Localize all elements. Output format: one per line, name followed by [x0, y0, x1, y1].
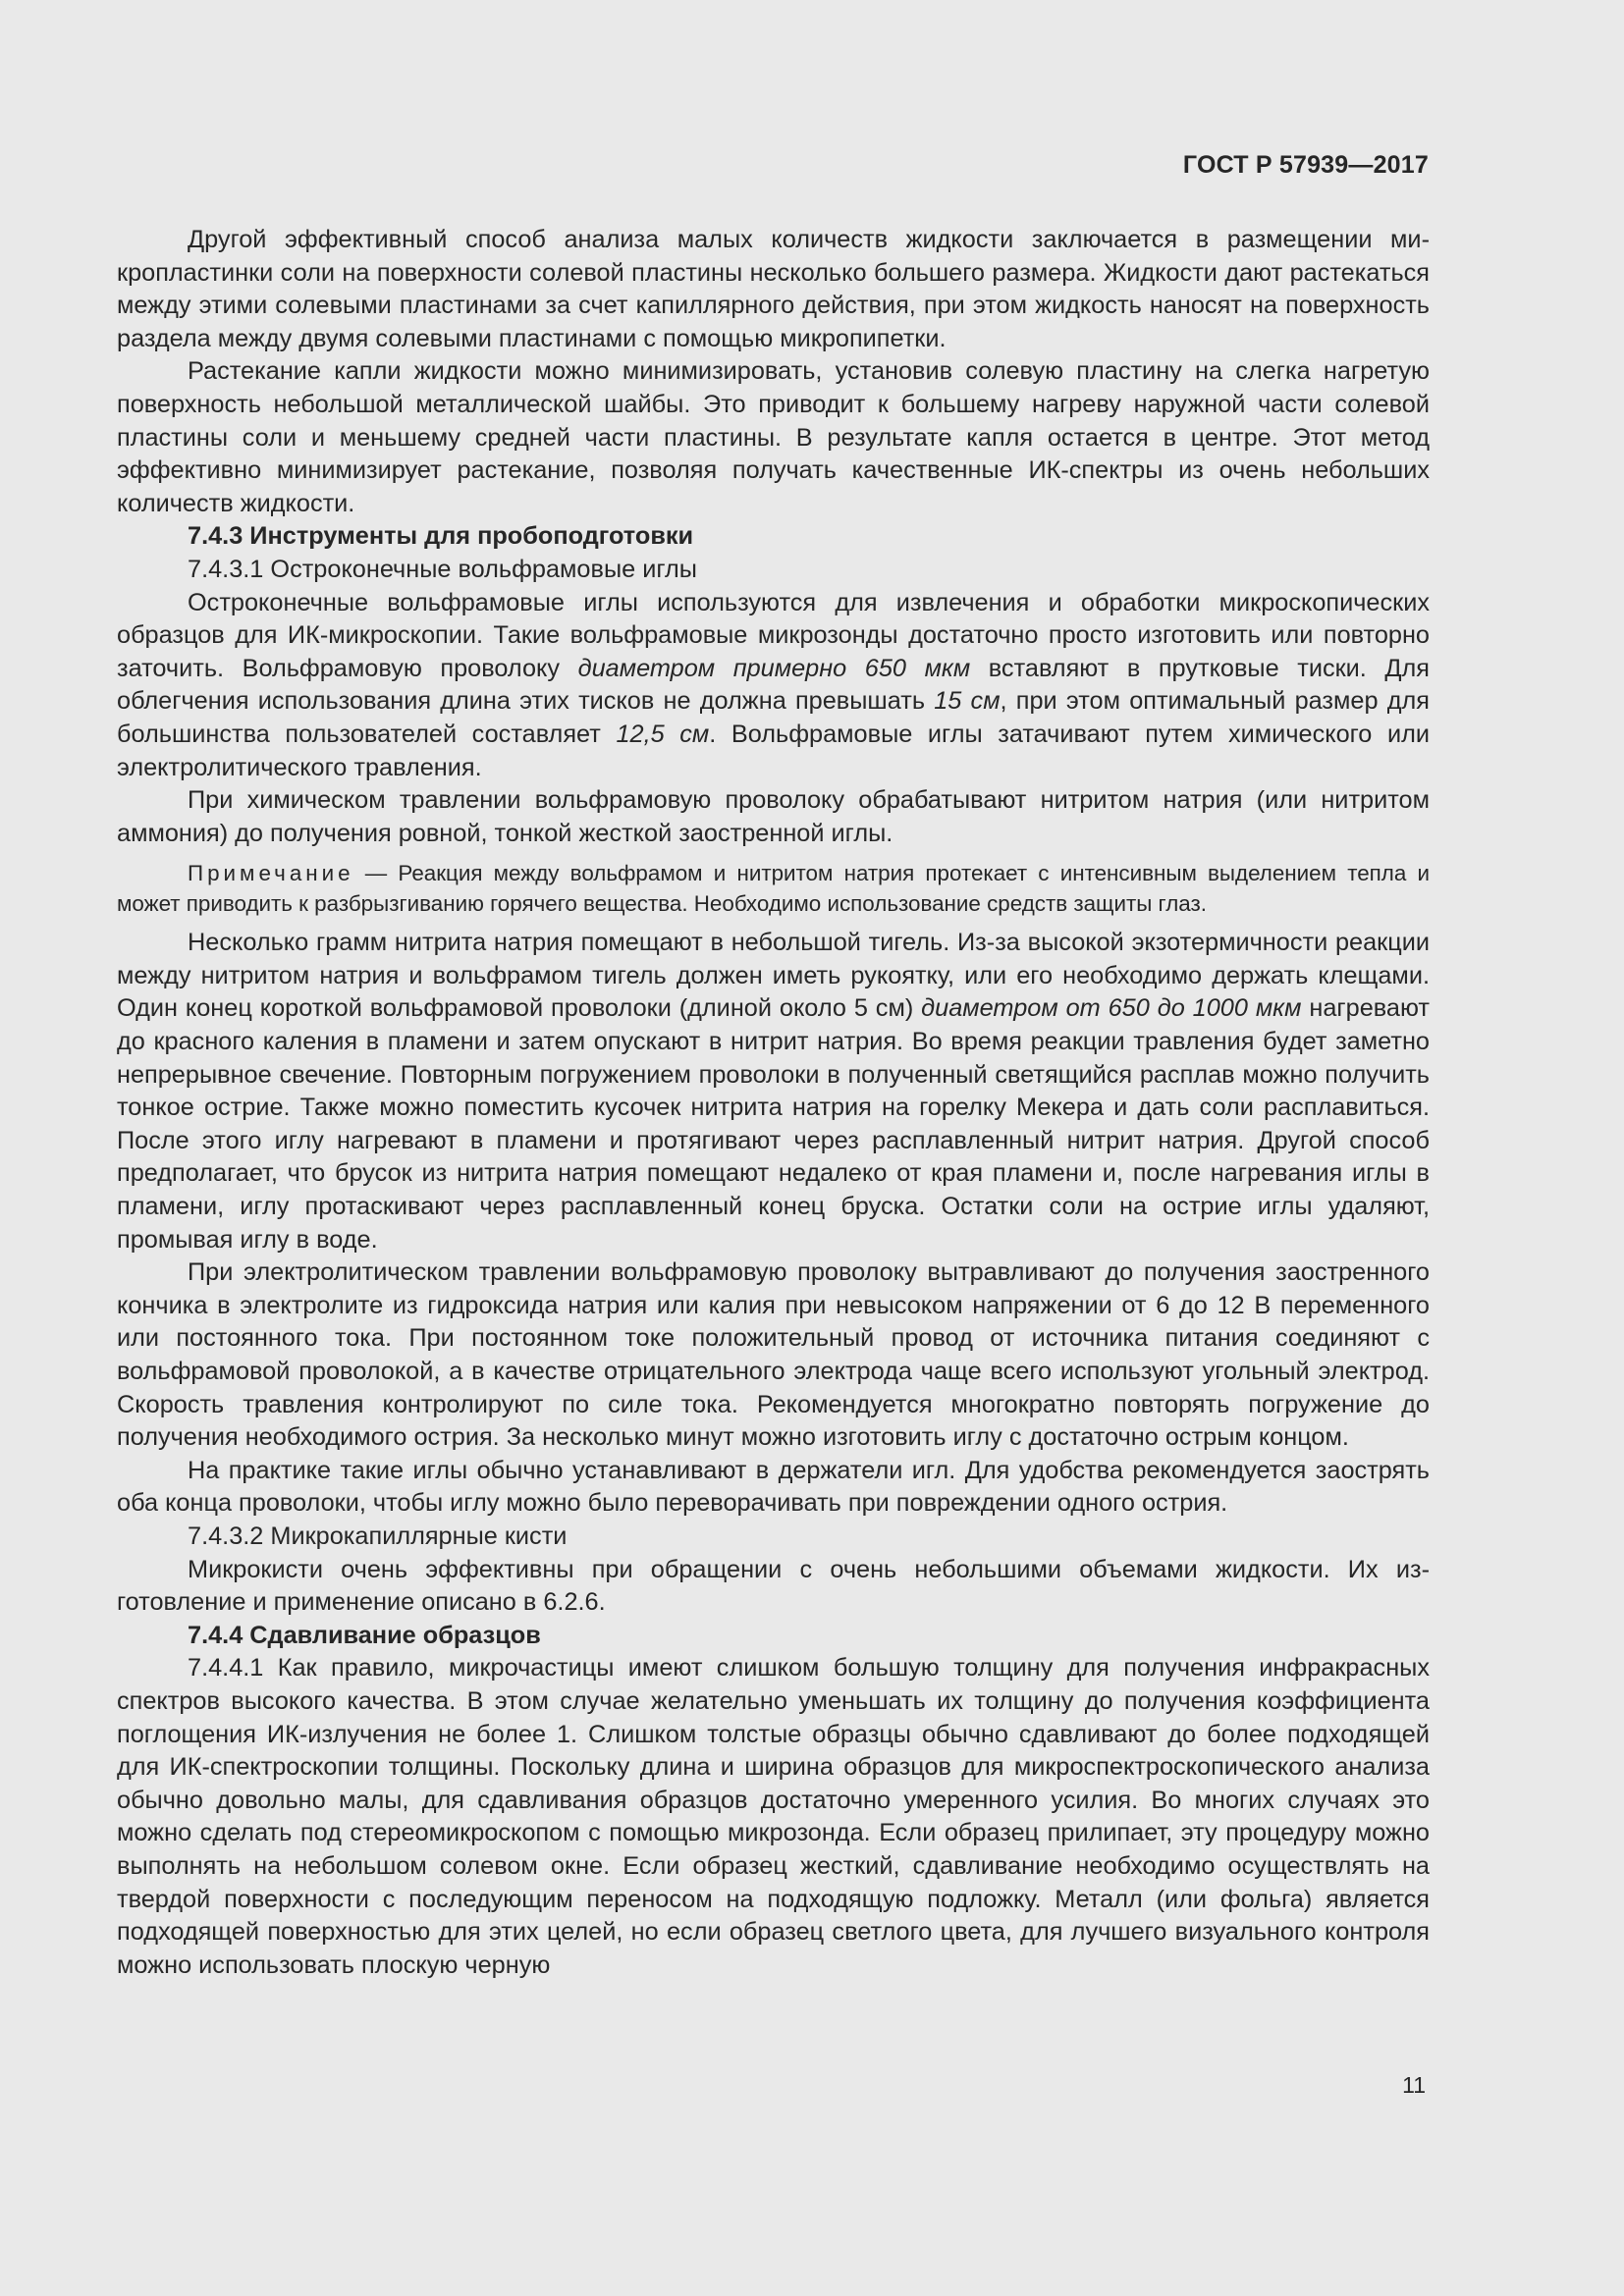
paragraph-spreading-minimization: Растекание капли жидкости можно минимизировать, установив солевую пластину на слегка нагретую поверхность небольшой металлической шайбы. Это приводит к большему нагреву наружной части солевой пластины соли и меньшему средней части пластины. В результате капля остается в центре. Этот метод эффективно минимизирует растекание, позволяя получать качественные ИК-спектры из очень небольших количеств жидкости. — [117, 357, 1430, 517]
paragraph-microplate-method: Другой эффективный способ анализа малых количеств жидкости заключается в размещении микропластинки соли на поверхности солевой пластины несколько большего размера. Жидкости дают растекаться между этими солевыми пластинами за счет капиллярного действия, при этом жидкость наносят на поверхность раздела между двумя солевыми пластинами с помощью микропипетки. — [117, 226, 1430, 352]
italic-text: диаметром от 650 до 1000 мкм — [921, 994, 1302, 1023]
section-heading-7-4-3-1: 7.4.3.1 Остроконечные вольфрамовые иглы — [188, 555, 697, 583]
note-safety — [117, 858, 1430, 919]
paragraph-needle-holders: На практике такие иглы обычно устанавливают в держатели игл. Для удобства рекомендуется заострять оба конца проволоки, чтобы иглу можно было переворачивать при повреждении одного острия. — [117, 1456, 1430, 1518]
paragraph-chemical-etching: При химическом травлении вольфрамовую проволоку обрабатывают нитритом натрия (или нитритом аммония) до получения ровной, тонкой жесткой заостренной иглы. — [117, 786, 1430, 847]
document-header-standard-number: ГОСТ Р 57939—2017 — [1182, 151, 1429, 179]
document-body — [117, 224, 1430, 1982]
text-span: Несколько грамм нитрита натрия помещают в небольшой тигель. Из-за высокой экзотермичности реакции между нитритом натрия и вольфрамом тигель должен иметь рукоятку, или его необходимо держать клещами. Один конец короткой вольфрамовой проволоки (длиной около 5 см) — [117, 929, 1430, 1023]
text-span: вставляют в прутковые тиски. Для облегчения использования длина этих тисков не должна превышать — [117, 654, 1430, 716]
text-span: Остроконечные вольфрамовые иглы используются для извлечения и обработки микроскопических образцов для ИК-микроскопии. Такие вольфрамовые микрозонды достаточно просто изготовить или повторно заточить. Вольфрамовую проволоку — [117, 588, 1430, 682]
paragraph-sodium-nitrite-procedure — [117, 927, 1430, 1256]
note-label: Примечание — [188, 861, 354, 886]
page-number: 11 — [1402, 2072, 1426, 2098]
italic-text: диаметром примерно 650 мкм — [577, 654, 971, 682]
note-text: — Реакция между вольфрамом и нитритом натрия протекает с интенсивным выделением тепла и может приводить к разбрызгиванию горячего вещества. Необходимо использование средств защиты глаз. — [117, 861, 1430, 917]
paragraph-microbrushes: Микрокисти очень эффективны при обращении с очень небольшими объемами жидкости. Их изготовление и применение описано в 6.2.6. — [117, 1555, 1430, 1617]
paragraph-sample-compression: 7.4.4.1 Как правило, микрочастицы имеют слишком большую толщину для получения инфракрасных спектров высокого качества. В этом случае желательно уменьшать их толщину до получения коэффициента поглощения ИК-излучения не более 1. Слишком толстые образцы обычно сдавливают до более подходящей для ИК-спектроскопии толщины. Поскольку длина и ширина образцов для микроспектроскопического анализа обычно довольно малы, для сдавливания образцов достаточно умеренного усилия. Во многих случаях это можно сделать под стереомикроскопом с помощью микрозонда. Если образец прилипает, эту процедуру можно выполнять на небольшом солевом окне. Если образец жесткий, сдавливание необходимо осуществлять на твердой поверхности с последующим переносом на подходящую подложку. Металл (или фольга) является подходящей поверхностью для этих целей, но если образец светлого цвета, для лучшего визуального контроля можно использовать плоскую черную — [117, 1654, 1430, 1979]
section-heading-7-4-3: 7.4.3 Инструменты для пробоподготовки — [188, 522, 694, 551]
text-span: . Вольфрамовые иглы затачивают путем химического или электролитического травления. — [117, 720, 1430, 781]
italic-text: 15 см — [934, 687, 1001, 716]
paragraph-tungsten-needles — [117, 587, 1430, 785]
section-heading-7-4-3-2: 7.4.3.2 Микрокапиллярные кисти — [188, 1522, 568, 1550]
section-heading-7-4-4: 7.4.4 Сдавливание образцов — [188, 1621, 541, 1649]
italic-text: 12,5 см — [616, 720, 710, 748]
text-span: , при этом оптимальный размер для большинства пользователей составляет — [117, 687, 1430, 748]
paragraph-electrolytic-etching: При электролитическом травлении вольфрамовую проволоку вытравливают до получения заостренного кончика в электролите из гидроксида натрия или калия при невысоком напряжении от 6 до 12 В переменного или постоянного тока. При постоянном токе положительный провод от источника питания соединяют с вольфрамовой проволокой, а в качестве отрицательного электрода чаще всего используют угольный электрод. Скорость травления контролируют по силе тока. Рекомендуется многократно повторять погружение до получения необходимого острия. За несколько минут можно изготовить иглу с достаточно острым концом. — [117, 1258, 1430, 1452]
text-span: нагревают до красного каления в пламени и затем опускают в нитрит натрия. Во время реакции травления будет заметно непрерывное свечение. Повторным погружением проволоки в полученный светящийся расплав можно получить тонкое острие. Также можно поместить кусочек нитрита натрия на горелку Мекера и дать соли расплавиться. После этого иглу нагревают в пламени и протягивают через расплавленный нитрит натрия. Другой способ предполагает, что брусок из нитрита натрия помещают недалеко от края пламени и, после нагревания иглы в пламени, иглу протаскивают через расплавленный конец бруска. Остатки соли на острие иглы удаляют, промывая иглу в воде. — [117, 994, 1430, 1254]
